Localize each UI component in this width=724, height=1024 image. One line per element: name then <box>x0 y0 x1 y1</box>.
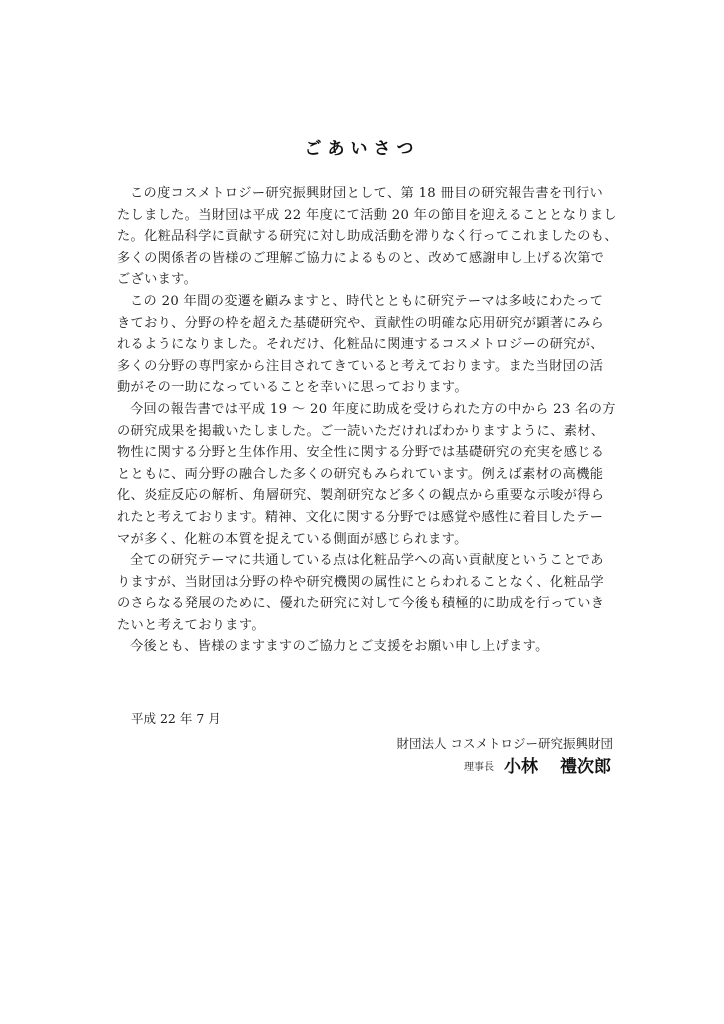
paragraph-2-line-2: きており、分野の枠を超えた基礎研究や、貢献性の明確な応用研究が顕著にみら <box>117 315 605 331</box>
paragraph-1-line-5: ございます。 <box>117 272 198 288</box>
paragraph-4-line-1: 全ての研究テーマに共通している点は化粧品学への高い貢献度ということであ <box>130 553 604 569</box>
page-title: ごあいさつ <box>304 139 420 159</box>
paragraph-4-line-2: りますが、当財団は分野の枠や研究機関の属性にとらわれることなく、化粧品学 <box>117 574 605 590</box>
signer-role: 理事長 <box>464 762 494 773</box>
paragraph-3-line-5: 化、炎症反応の解析、角層研究、製剤研究など多くの観点から重要な示唆が得ら <box>117 488 605 504</box>
signature-block <box>464 752 611 777</box>
paragraph-2-line-3: れるようになりました。それだけ、化粧品に関連するコスメトロジーの研究が、 <box>117 337 604 353</box>
signer-family-name: 小林 <box>504 757 538 777</box>
paragraph-1-line-1: この度コスメトロジー研究振興財団として、第 18 冊目の研究報告書を刊行い <box>130 186 604 201</box>
paragraph-2-line-5: 動がその一助になっていることを幸いに思っております。 <box>117 380 468 396</box>
paragraph-2-line-4: 多くの分野の専門家から注目されてきていると考えております。また当財団の活 <box>117 358 604 374</box>
paragraph-3-line-1: 今回の報告書では平成 19 ～ 20 年度に助成を受けられた方の中から 23 名の方 <box>130 401 616 417</box>
paragraph-5-line-1: 今後とも、皆様のますますのご協力とご支援をお願い申し上げます。 <box>130 639 549 655</box>
body-text <box>117 183 617 658</box>
paragraph-1-line-3: た。化粧品科学に貢献する研究に対し助成活動を滞りなく行ってこれましたのも、 <box>117 229 618 245</box>
paragraph-1-line-4: 多くの関係者の皆様のご理解ご協力によるものと、改めて感謝申し上げる次第で <box>117 250 605 266</box>
paragraph-2-line-1: この 20 年間の変遷を顧みますと、時代とともに研究テーマは多岐にわたって <box>130 293 604 309</box>
paragraph-1-line-2: たしました。当財団は平成 22 年度にて活動 20 年の節目を迎えることとなりまし <box>117 207 617 223</box>
paragraph-3-line-6: れたと考えております。精神、文化に関する分野では感覚や感性に着目したテー <box>117 509 604 525</box>
signer-given-name: 禮次郎 <box>560 757 611 777</box>
paragraph-4-line-4: たいと考えております。 <box>117 617 265 633</box>
paragraph-3-line-4: とともに、両分野の融合した多くの研究もみられています。例えば素材の高機能 <box>117 466 604 482</box>
paragraph-3-line-7: マが多く、化粧の本質を捉えている側面が感じられます。 <box>117 531 468 547</box>
paragraph-3-line-3: 物性に関する分野と生体作用、安全性に関する分野では基礎研究の充実を感じる <box>117 445 605 461</box>
paragraph-3-line-2: の研究成果を掲載いたしました。ご一読いただければわかりますように、素材、 <box>117 423 605 439</box>
organization-name: 財団法人 コスメトロジー研究振興財団 <box>396 736 613 751</box>
paragraph-4-line-3: のさらなる発展のために、優れた研究に対して今後も積極的に助成を行っていき <box>117 596 605 612</box>
issue-date: 平成 22 年 7 月 <box>131 711 221 726</box>
